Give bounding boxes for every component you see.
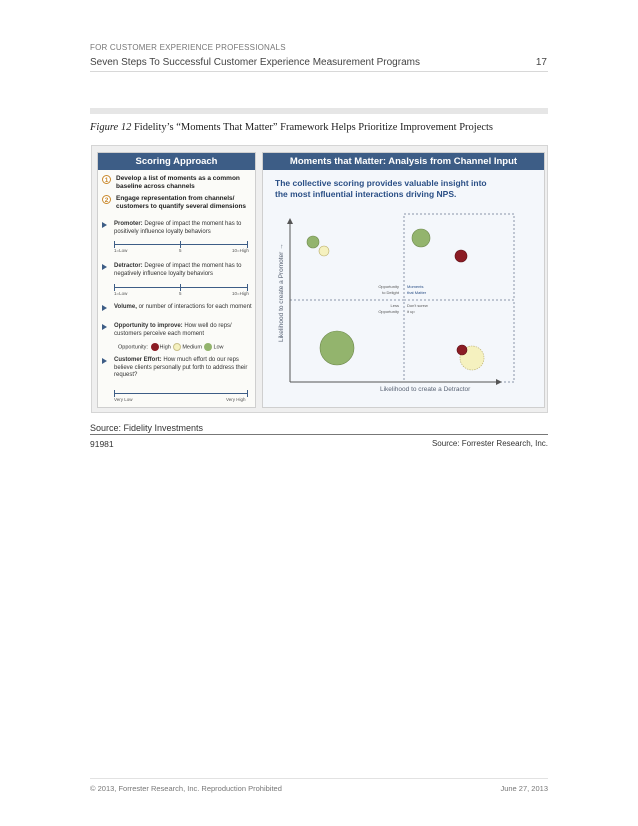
moments-analysis-panel	[262, 152, 545, 408]
source-rule	[90, 434, 548, 435]
dont-screw-it-up-box	[404, 300, 514, 382]
bullet-arrow-icon	[102, 305, 107, 311]
step-1-text: Develop a list of moments as a common baseline across channels	[116, 175, 240, 190]
y-axis-label: Likelihood to create a Promoter →	[278, 243, 285, 342]
effort-scale-low: Very Low	[114, 397, 133, 402]
detractor-scale-low: 1=Low	[114, 291, 128, 296]
step-2-text: Engage representation from channels/ customers to quantify several dimensions	[116, 195, 247, 210]
opportunity-legend: Opportunity: High Medium Low	[118, 344, 224, 351]
bullet-arrow-icon	[102, 358, 107, 364]
figure-top-band	[90, 108, 548, 114]
promoter-scale	[114, 244, 248, 245]
report-title: Seven Steps To Successful Customer Experience Measurement Programs	[90, 57, 420, 68]
less-opportunity-label: Opportunity	[378, 309, 399, 314]
to-delight-label: to Delight	[382, 290, 399, 295]
low-dot-icon	[204, 343, 212, 351]
page-number: 17	[535, 57, 547, 68]
figure-caption-text: Fidelity’s “Moments That Matter” Framework Helps Prioritize Improvement Projects	[133, 122, 494, 133]
high-dot-icon	[151, 343, 159, 351]
header-rule	[90, 71, 548, 72]
effort-scale	[114, 393, 248, 394]
medium-dot-icon	[173, 343, 181, 351]
x-axis-arrow-icon	[496, 379, 502, 385]
promoter-scale-mid: 5	[179, 248, 182, 253]
promoter-scale-high: 10=High	[232, 248, 249, 253]
footer-copyright: © 2013, Forrester Research, Inc. Reproduction Prohibited	[90, 784, 282, 793]
forrester-source: Source: Forrester Research, Inc.	[431, 439, 548, 448]
figure-number: Figure 12	[90, 122, 132, 133]
bubble-high-upper	[455, 250, 467, 262]
bubble-low-medium	[412, 229, 430, 247]
detractor-scale-high: 10=High	[232, 291, 249, 296]
step-1-number: 1	[102, 175, 111, 184]
moments-matrix-chart	[263, 170, 544, 407]
it-up-label: it up	[407, 309, 415, 314]
bubble-low-small	[307, 236, 319, 248]
footer-date: June 27, 2013	[500, 784, 548, 793]
bullet-arrow-icon	[102, 264, 107, 270]
effort-scale-high: Very High	[226, 397, 246, 402]
bubble-low-large	[320, 331, 354, 365]
x-axis-label: Likelihood to create a Detractor	[380, 386, 471, 393]
detractor-scale	[114, 287, 248, 288]
report-kicker: FOR CUSTOMER EXPERIENCE PROFESSIONALS	[90, 43, 286, 52]
promoter-scale-low: 1=Low	[114, 248, 128, 253]
step-2-number: 2	[102, 195, 111, 204]
headline-line-1: The collective scoring provides valuable insight into	[275, 178, 487, 188]
detractor-scale-mid: 5	[179, 291, 182, 296]
y-axis-arrow-icon	[287, 218, 293, 224]
moments-analysis-heading: Moments that Matter: Analysis from Channel Input	[263, 153, 544, 170]
opportunity-label: Opportunity	[378, 284, 399, 289]
less-label: Less	[390, 303, 399, 308]
dont-screw-label: Don't screw	[407, 303, 428, 308]
bullet-arrow-icon	[102, 222, 107, 228]
bubble-high-lower	[457, 345, 467, 355]
scoring-approach-panel: Scoring Approach 1 Develop a list of moments as a common baseline across channels 2 Engage representation from channels/ customers to quantify several dimensions Promoter: Degree of impact the moment has to positively influence loyalty behaviors 1=Low 5 10=High Detractor: Degree of impact the moment has to negatively influence loyalty behaviors 1=Low 5 10=High Volume, or number of interactions for each moment Opportunity to improve: How well do reps/ customers perceive each moment Opportunity: High Medium Low Customer Effort: How much effort do our reps believe clients personally put forth to address their request? Very Low Very High	[97, 152, 256, 408]
scoring-approach-heading: Scoring Approach	[98, 153, 255, 170]
headline-line-2: the most influential interactions driving NPS.	[275, 189, 457, 199]
bubble-medium-small	[319, 246, 329, 256]
moments-label: Moments	[407, 284, 424, 289]
footer-rule	[90, 778, 548, 779]
figure-caption	[90, 122, 493, 133]
figure-source-note: Source: Fidelity Investments	[90, 423, 204, 433]
that-matter-label: that Matter	[407, 290, 427, 295]
figure-id: 91981	[90, 439, 114, 449]
bullet-arrow-icon	[102, 324, 107, 330]
